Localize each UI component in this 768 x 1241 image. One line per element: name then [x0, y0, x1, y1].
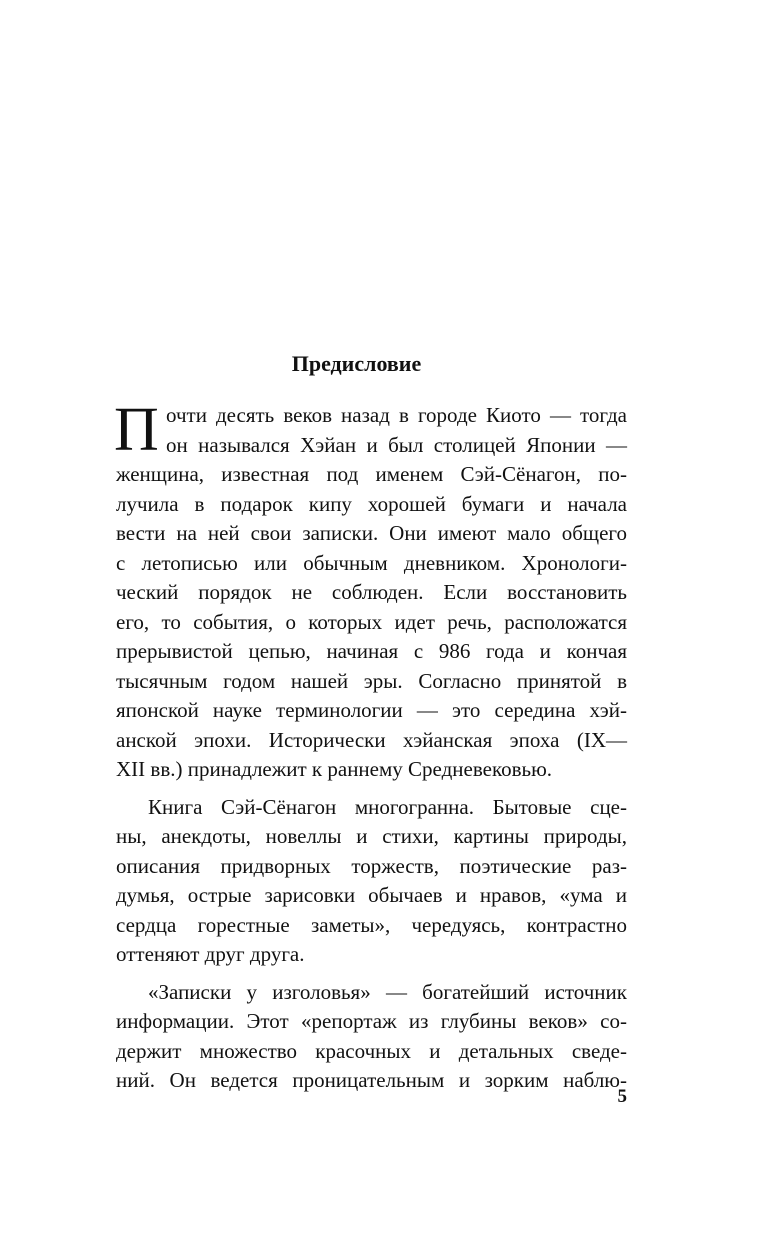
- text-line: ческий порядок не соблюден. Если восстановить: [116, 580, 627, 604]
- page-number: 5: [617, 1086, 627, 1107]
- text-line: Книга Сэй-Сёнагон многогранна. Бытовые сце-: [148, 794, 627, 819]
- body-text: [114, 396, 627, 1096]
- text-line: очти десять веков назад в городе Киото — тогда: [166, 403, 627, 427]
- text-line: держит множество красочных и детальных сведе-: [116, 1038, 627, 1063]
- text-line: тысячным годом нашей эры. Согласно принятой в: [116, 668, 627, 693]
- text-line: лучила в подарок кипу хорошей бумаги и начала: [116, 491, 627, 516]
- text-line: оттеняют друг друга.: [116, 942, 305, 966]
- text-line: описания придворных торжеств, поэтические раз-: [116, 853, 627, 878]
- text-line: анской эпохи. Исторически хэйанская эпоха (IX—: [116, 727, 627, 752]
- text-line: информации. Этот «репортаж из глубины веков» со-: [116, 1009, 627, 1033]
- text-line: ний. Он ведется проницательным и зорким наблю-: [116, 1068, 627, 1092]
- text-line: думья, острые зарисовки обычаев и нравов, «ума и: [116, 883, 627, 907]
- text-line: XII вв.) принадлежит к раннему Средневековью.: [116, 757, 553, 781]
- text-line: сердца горестные заметы», чередуясь, контрастно: [116, 912, 627, 937]
- text-line: он назывался Хэйан и был столицей Японии —: [166, 432, 627, 457]
- paragraph-1: [114, 396, 627, 785]
- chapter-heading: Предисловие: [291, 351, 422, 376]
- text-line: «Записки у изголовья» — богатейший источник: [148, 979, 627, 1004]
- text-line: женщина, известная под именем Сэй-Сёнагон, по-: [116, 462, 627, 486]
- text-line: с летописью или обычным дневником. Хронологи-: [116, 550, 627, 575]
- paragraph-3: [116, 978, 627, 1096]
- text-line: прерывистой цепью, начиная с 986 года и кончая: [116, 639, 627, 663]
- text-line: японской науке терминологии — это середина хэй-: [116, 698, 627, 722]
- drop-cap: П: [114, 396, 159, 464]
- text-line: вести на ней свои записки. Они имеют мало общего: [116, 521, 627, 545]
- paragraph-2: [116, 793, 627, 970]
- text-line: ны, анекдоты, новеллы и стихи, картины природы,: [116, 824, 627, 848]
- text-line: его, то события, о которых идет речь, расположатся: [116, 609, 627, 634]
